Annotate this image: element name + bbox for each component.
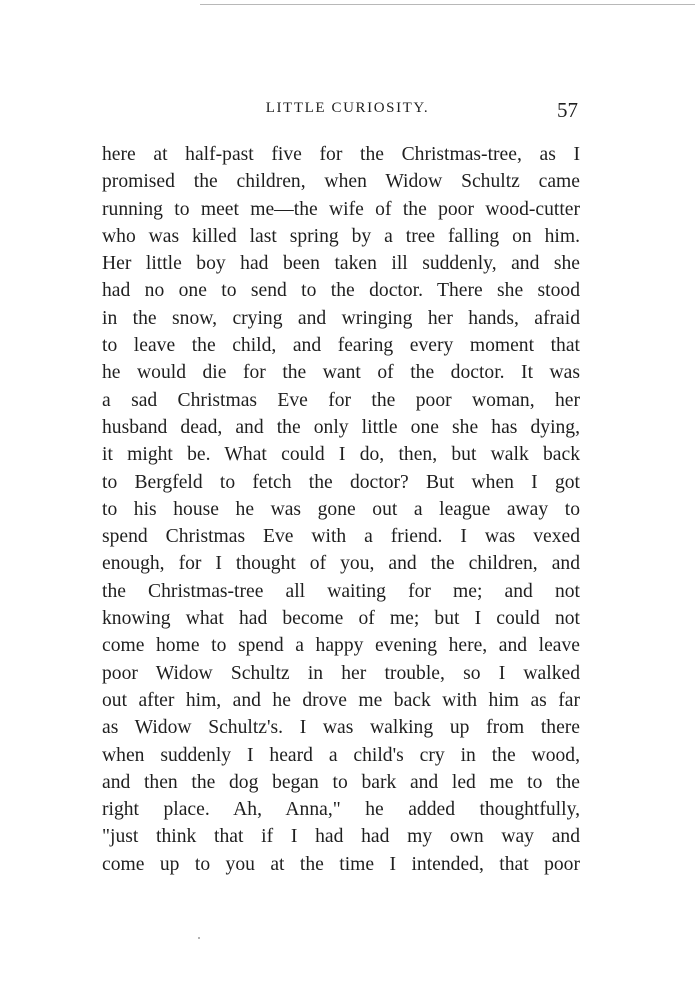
text-line: come up to you at the time I intended, that poor [102, 853, 580, 875]
text-line: had no one to send to the doctor. There she stood [102, 280, 580, 302]
running-title: LITTLE CURIOSITY. [265, 100, 430, 116]
text-line: to leave the child, and fearing every moment that [102, 335, 580, 357]
text-line: who was killed last spring by a tree falling on him. [102, 225, 580, 247]
text-line: "just think that if I had had my own way and [102, 826, 580, 848]
text-line: poor Widow Schultz in her trouble, so I walked [102, 662, 580, 684]
text-line: knowing what had become of me; but I could not [102, 608, 580, 630]
text-line: as Widow Schultz's. I was walking up from there [102, 717, 580, 739]
text-line: in the snow, crying and wringing her hands, afraid [102, 307, 580, 329]
top-rule [200, 4, 695, 5]
text-line: to his house he was gone out a league away to [102, 498, 580, 520]
text-line: it might be. What could I do, then, but walk back [102, 444, 580, 466]
text-line: Her little boy had been taken ill suddenly, and she [102, 253, 580, 275]
paper-speck [198, 937, 200, 939]
body-text [102, 141, 580, 878]
text-line: he would die for the want of the doctor. It was [102, 362, 580, 384]
running-head [0, 98, 695, 128]
text-line: and then the dog began to bark and led me to the [102, 771, 580, 793]
text-line: running to meet me—the wife of the poor wood-cutter [102, 198, 580, 220]
text-line: out after him, and he drove me back with him as far [102, 689, 580, 711]
text-line: to Bergfeld to fetch the doctor? But when I got [102, 471, 580, 493]
text-line: when suddenly I heard a child's cry in the wood, [102, 744, 580, 766]
text-line: come home to spend a happy evening here, and leave [102, 635, 580, 657]
text-line: here at half-past five for the Christmas-tree, as I [102, 144, 580, 165]
page-number: 57 [557, 98, 578, 122]
text-line: the Christmas-tree all waiting for me; and not [102, 580, 580, 602]
text-line: enough, for I thought of you, and the children, and [102, 553, 580, 575]
text-line: a sad Christmas Eve for the poor woman, her [102, 389, 580, 411]
text-line: promised the children, when Widow Schultz came [102, 171, 580, 193]
text-line: husband dead, and the only little one she has dying, [102, 416, 580, 438]
text-line: spend Christmas Eve with a friend. I was vexed [102, 526, 580, 548]
text-line: right place. Ah, Anna," he added thoughtfully, [102, 799, 580, 821]
